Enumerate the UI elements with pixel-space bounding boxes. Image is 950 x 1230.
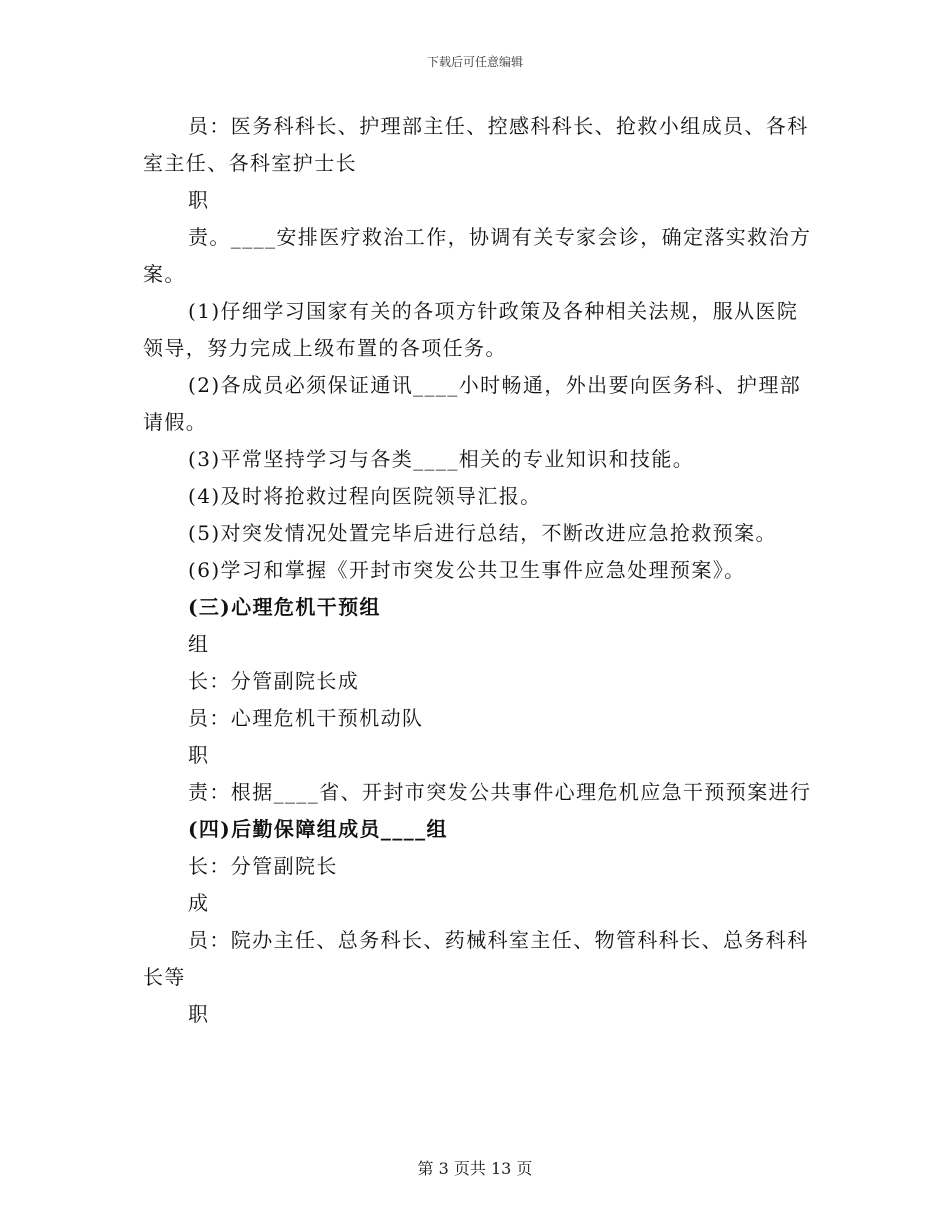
- paragraph: (1)仔细学习国家有关的各项方针政策及各种相关法规，服从医院领导，努力完成上级布置的各项任务。: [143, 299, 799, 360]
- paragraph: 员：院办主任、总务科长、药械科室主任、物管科科长、总务科科长等: [143, 928, 809, 989]
- paragraph: 职: [188, 1002, 210, 1026]
- paragraph: (5)对突发情况处置完毕后进行总结，不断改进应急抢救预案。: [188, 521, 777, 545]
- paragraph: (4)及时将抢救过程向医院领导汇报。: [188, 484, 542, 508]
- page-footer: 第 3 页共 13 页: [417, 1159, 533, 1178]
- paragraph: (2)各成员必须保证通讯____小时畅通，外出要向医务科、护理部请假。: [143, 373, 802, 434]
- paragraph: (6)学习和掌握《开封市突发公共卫生事件应急处理预案》。: [188, 558, 746, 582]
- section-heading: (四)后勤保障组成员____组: [188, 817, 448, 841]
- paragraph: 成: [188, 891, 210, 915]
- document-body: [143, 108, 813, 1033]
- paragraph: 员：医务科科长、护理部主任、控感科科长、抢救小组成员、各科室主任、各科室护士长: [143, 114, 809, 175]
- paragraph: 职: [188, 188, 210, 212]
- paragraph: (3)平常坚持学习与各类____相关的专业知识和技能。: [188, 447, 695, 471]
- section-heading: (三)心理危机干预组: [188, 595, 381, 619]
- paragraph: 长：分管副院长成: [188, 669, 360, 693]
- paragraph: 组: [188, 632, 210, 656]
- paragraph: 职: [188, 743, 210, 767]
- paragraph: 员：心理危机干预机动队: [188, 706, 424, 730]
- page-header: 下载后可任意编辑: [426, 55, 523, 69]
- paragraph: 长：分管副院长: [188, 854, 338, 878]
- paragraph: 责。____安排医疗救治工作，协调有关专家会诊，确定落实救治方案。: [143, 225, 812, 286]
- paragraph: 责：根据____省、开封市突发公共事件心理危机应急干预预案进行: [188, 780, 812, 804]
